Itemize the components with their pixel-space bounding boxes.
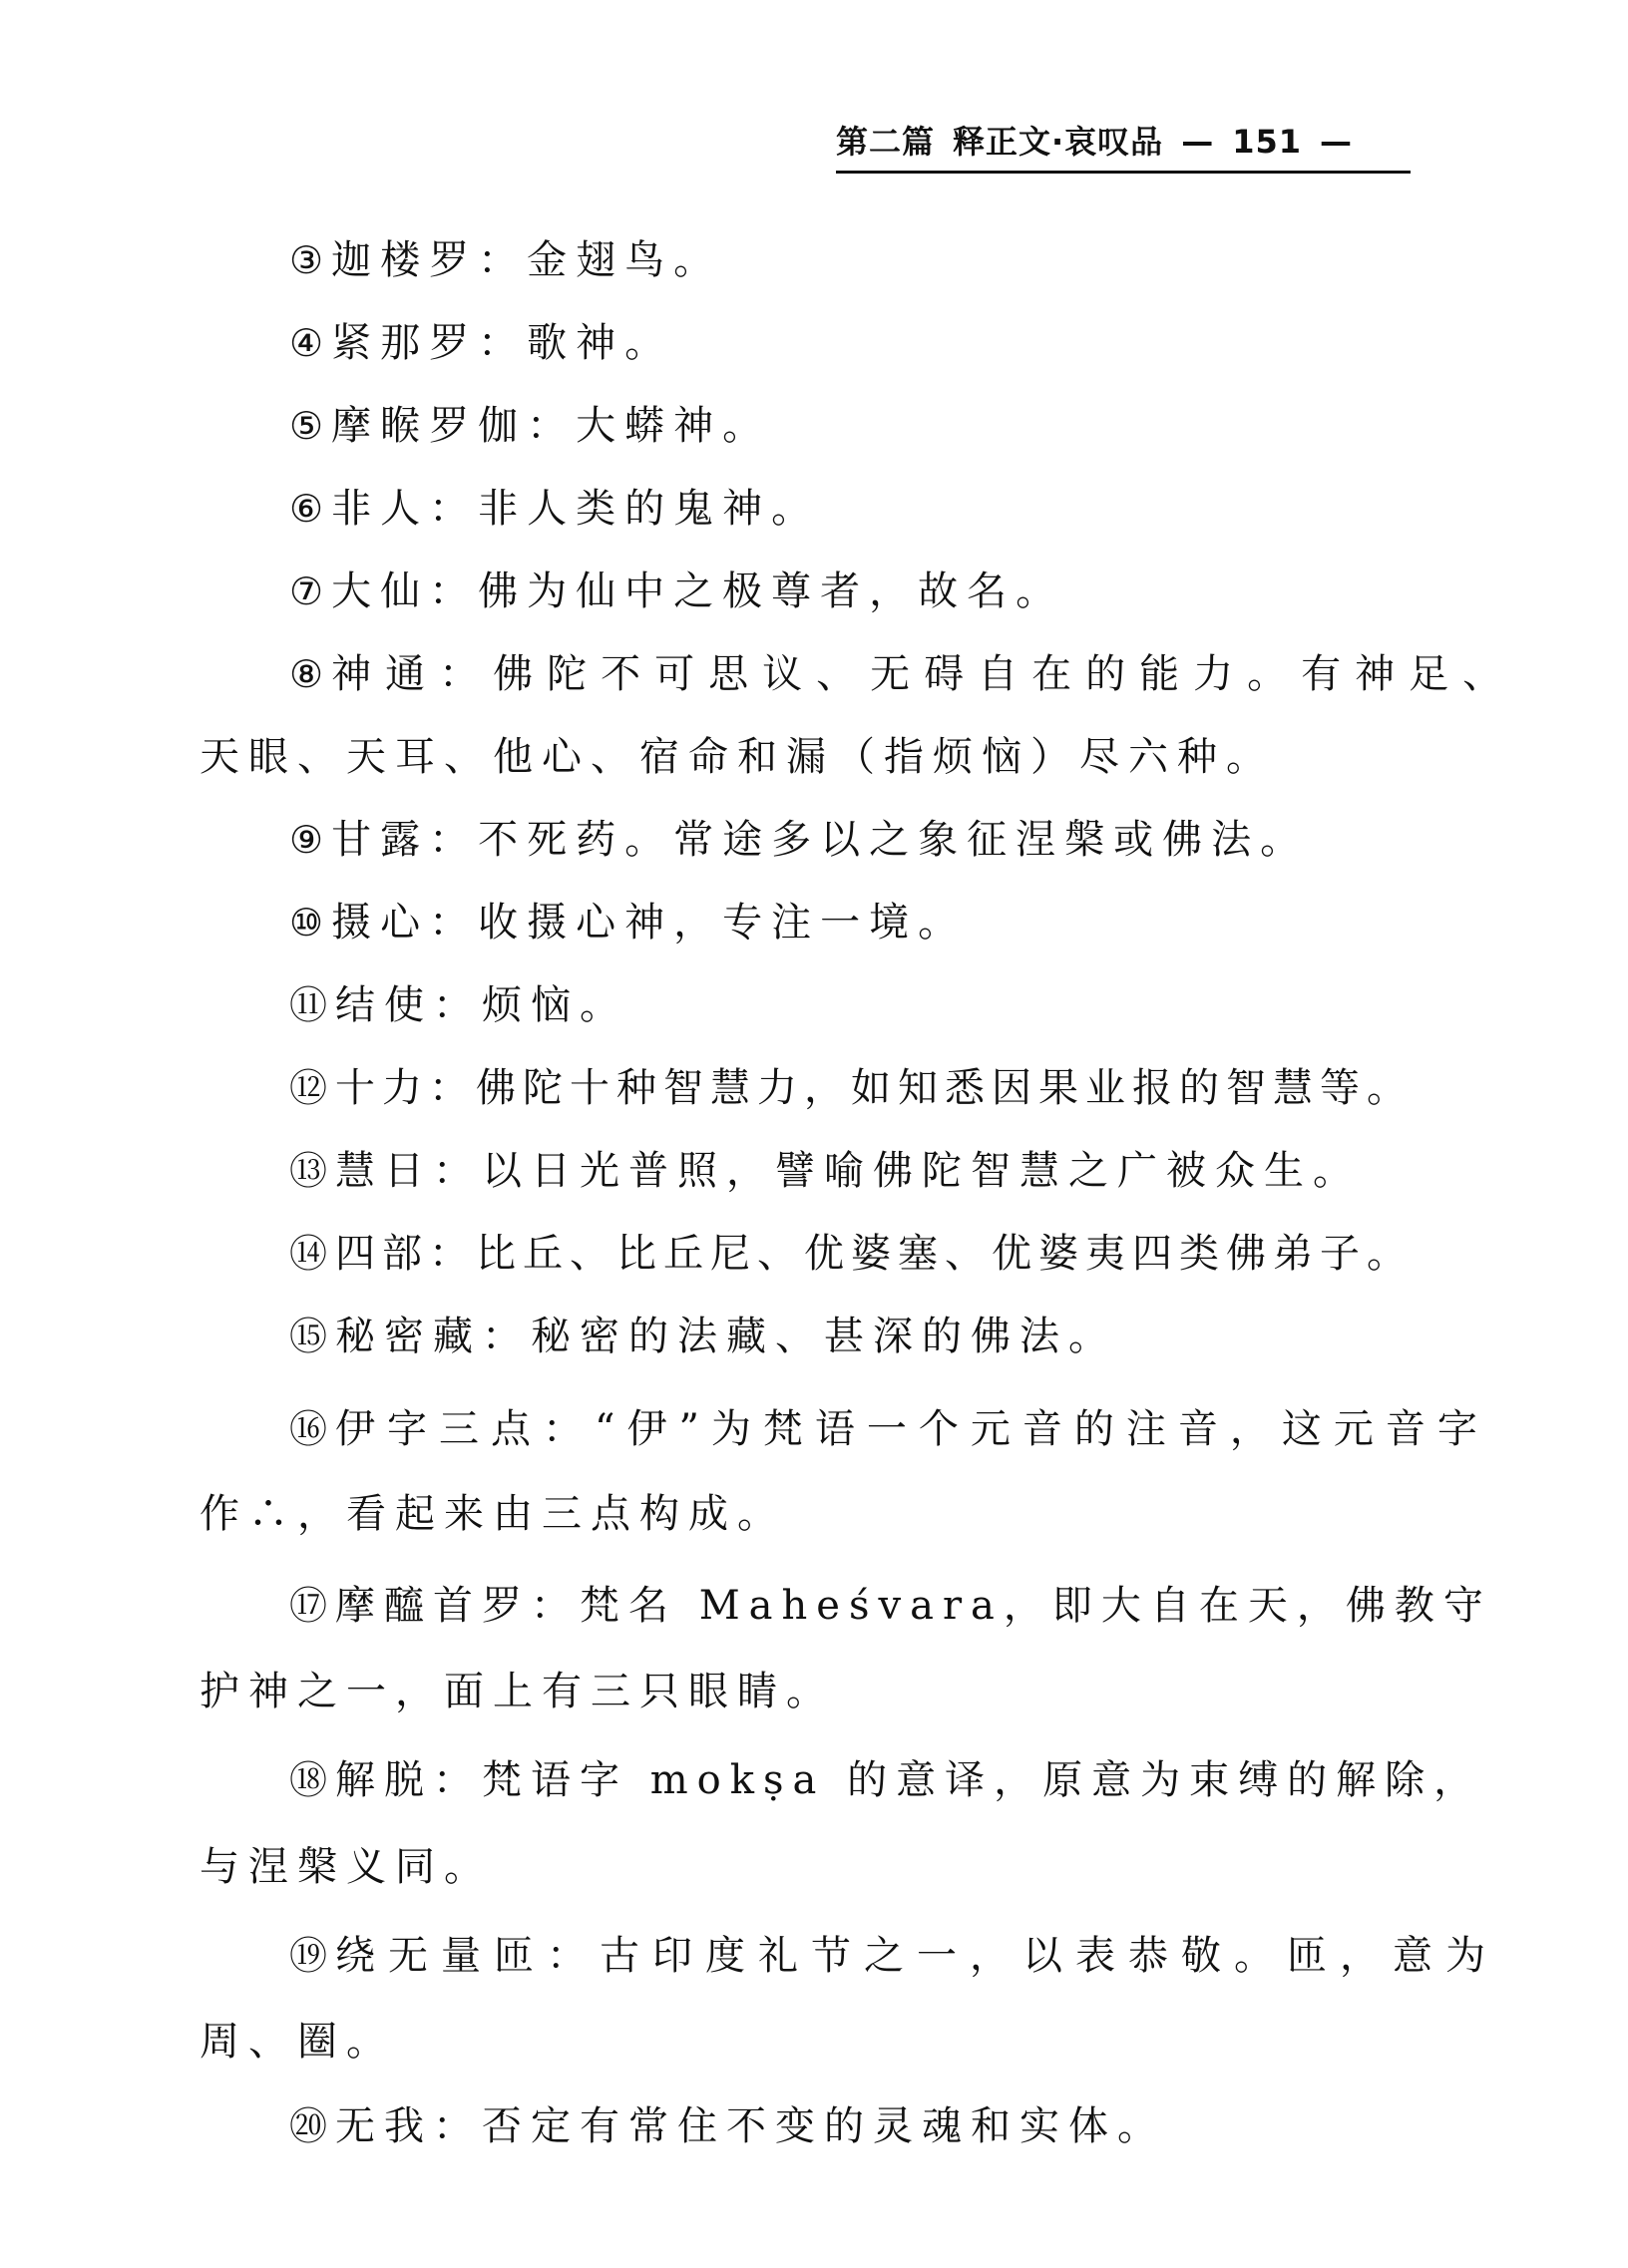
note-number: ⑨ bbox=[289, 818, 324, 862]
note-text: 绕无量匝：古印度礼节之一，以表恭敬。匝，意为 bbox=[335, 1933, 1499, 1979]
note-line-8 bbox=[289, 646, 1516, 702]
note-number: ③ bbox=[289, 238, 324, 282]
note-number: ⑧ bbox=[289, 652, 324, 696]
note-text: 十力：佛陀十种智慧力，如知悉因果业报的智慧等。 bbox=[335, 1065, 1415, 1111]
note-text: 结使：烦恼。 bbox=[335, 982, 629, 1028]
note-text: 甘露：不死药。常途多以之象征涅槃或佛法。 bbox=[331, 817, 1310, 863]
note-text: 周、圈。 bbox=[200, 2019, 395, 2065]
note-line-20 bbox=[289, 2098, 1166, 2154]
note-line-7 bbox=[289, 564, 1064, 619]
note-number: ⑩ bbox=[289, 901, 324, 945]
note-line-14 bbox=[289, 1226, 1414, 1282]
note-line-12 bbox=[289, 1060, 1414, 1116]
note-text: 与涅槃义同。 bbox=[200, 1844, 493, 1890]
note-text: 天眼、天耳、他心、宿命和漏（指烦恼）尽六种。 bbox=[200, 734, 1275, 780]
note-text: 无我：否定有常住不变的灵魂和实体。 bbox=[335, 2103, 1167, 2149]
note-line-17-cont bbox=[200, 1664, 835, 1719]
note-number: ⑭ bbox=[289, 1232, 328, 1276]
note-number: ⑯ bbox=[289, 1407, 328, 1451]
note-text: 大仙：佛为仙中之极尊者，故名。 bbox=[331, 568, 1065, 614]
page-number: 151 bbox=[1232, 123, 1302, 161]
note-text: 慧日：以日光普照，譬喻佛陀智慧之广被众生。 bbox=[335, 1148, 1363, 1194]
note-number: ⑬ bbox=[289, 1149, 328, 1193]
note-text: 非人：非人类的鬼神。 bbox=[331, 486, 821, 532]
note-line-11 bbox=[289, 977, 628, 1033]
note-line-8-cont bbox=[200, 729, 1275, 785]
note-line-5 bbox=[289, 398, 771, 454]
note-text: 迦楼罗：金翅鸟。 bbox=[331, 237, 723, 283]
note-line-18 bbox=[289, 1752, 1482, 1808]
note-text: 摩醯首罗：梵名 Maheśvara，即大自在天，佛教守 bbox=[335, 1583, 1492, 1629]
note-line-4 bbox=[289, 315, 673, 371]
header-dash-right: — bbox=[1319, 123, 1353, 161]
note-text: 神通：佛陀不可思议、无碍自在的能力。有神足、 bbox=[331, 651, 1517, 697]
note-line-16 bbox=[289, 1401, 1489, 1457]
note-number: ⑥ bbox=[289, 487, 324, 531]
note-line-19-cont bbox=[200, 2014, 395, 2070]
note-text: 摩睺罗伽：大蟒神。 bbox=[331, 403, 772, 449]
note-text: 紧那罗：歌神。 bbox=[331, 320, 674, 366]
note-text: 秘密藏：秘密的法藏、甚深的佛法。 bbox=[335, 1314, 1118, 1359]
note-number: ⑰ bbox=[289, 1584, 328, 1628]
note-number: ⑪ bbox=[289, 983, 328, 1027]
header-text bbox=[836, 122, 1371, 162]
note-number: ⑲ bbox=[289, 1934, 328, 1978]
running-header bbox=[836, 118, 1411, 174]
note-number: ⑳ bbox=[289, 2104, 328, 2148]
note-line-3 bbox=[289, 232, 722, 288]
note-line-16-cont bbox=[200, 1486, 786, 1542]
header-part-title: 第二篇 bbox=[836, 123, 936, 161]
note-line-13 bbox=[289, 1143, 1362, 1199]
note-line-9 bbox=[289, 812, 1309, 868]
note-number: ⑮ bbox=[289, 1315, 328, 1358]
note-line-19 bbox=[289, 1928, 1498, 1984]
note-text: 摄心：收摄心神，专注一境。 bbox=[331, 900, 968, 945]
note-text: 解脱：梵语字 mokṣa 的意译，原意为束缚的解除， bbox=[335, 1757, 1483, 1803]
note-number: ⑫ bbox=[289, 1066, 328, 1110]
note-text: 作∴，看起来由三点构成。 bbox=[200, 1491, 786, 1537]
note-text: 护神之一，面上有三只眼睛。 bbox=[200, 1669, 835, 1714]
note-line-18-cont bbox=[200, 1839, 493, 1895]
note-number: ⑤ bbox=[289, 404, 324, 448]
note-text: 伊字三点：“伊”为梵语一个元音的注音，这元音字 bbox=[335, 1406, 1489, 1452]
note-number: ⑦ bbox=[289, 569, 324, 613]
note-text: 四部：比丘、比丘尼、优婆塞、优婆夷四类佛弟子。 bbox=[335, 1231, 1415, 1277]
note-number: ⑱ bbox=[289, 1758, 328, 1802]
note-line-10 bbox=[289, 895, 967, 950]
note-number: ④ bbox=[289, 321, 324, 365]
note-line-6 bbox=[289, 481, 820, 537]
header-dash-left: — bbox=[1181, 123, 1215, 161]
note-line-17 bbox=[289, 1578, 1492, 1634]
header-chapter-title: 释正文·哀叹品 bbox=[953, 123, 1164, 161]
note-line-15 bbox=[289, 1309, 1117, 1364]
